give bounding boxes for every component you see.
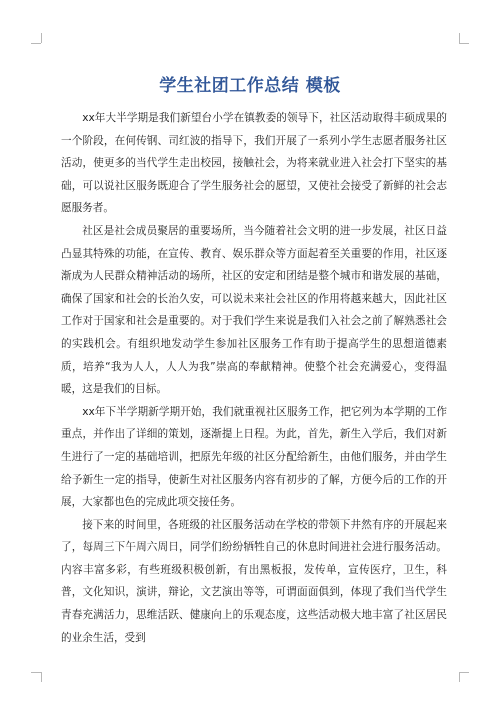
- crop-mark-bottom-left-v: [41, 672, 42, 682]
- paragraph: 接下来的时间里，各班级的社区服务活动在学校的带领下井然有序的开展起来了，每周三下午周六周日，同学们纷纷牺牲自己的休息时间进社会进行服务活动。内容丰富多彩，有些班级积极创新，有出黑板报，发传单，宣传医疗，卫生，科普，文化知识，演讲，辩论，文艺演出等等，可谓面面俱到，体现了我们当代学生青春充满活力，思维活跃、健康向上的乐观态度，这些活动极大地丰富了社区居民的业余生活，受到: [61, 518, 447, 644]
- paragraph: xx年大半学期是我们新望台小学在镇教委的领导下，社区活动取得丰硕成果的一个阶段，在何传钢、司红波的指导下，我们开展了一系列小学生志愿者服务社区活动，使更多的当代学生走出校园，接触社会，为将来就业进入社会打下坚实的基础，可以说社区服务既迎合了学生服务社会的愿望，又使社会接受了新鲜的社会志愿服务者。: [61, 112, 447, 215]
- crop-mark-bottom-left-h: [31, 672, 41, 673]
- crop-mark-top-right-h: [459, 43, 469, 44]
- paragraph: 社区是社会成员聚居的重要场所，当今随着社会文明的进一步发展，社区日益凸显其特殊的功能，在宣传、教育、娱乐群众等方面起着至关重要的作用，社区逐渐成为人民群众精神活动的场所，社区的安定和团结是整个城市和谐发展的基础，确保了国家和社会的长治久安，可以说未来社会社区的作用将越来越大，因此社区工作对于国家和社会是重要的。对于我们学生来说是我们入社会之前了解熟悉社会的实践机会。有组织地发动学生参加社区服务工作有助于提高学生的思想道德素质，培养“我为人人，人人为我”崇高的奉献精神。使整个社会充满爱心，变得温暖，这是我们的目标。: [61, 224, 447, 396]
- document-title: 学生社团工作总结 模板: [159, 76, 341, 97]
- crop-mark-bottom-right-v: [459, 672, 460, 682]
- crop-mark-top-left-h: [31, 43, 41, 44]
- crop-mark-bottom-right-h: [459, 672, 469, 673]
- crop-mark-top-left-v: [41, 33, 42, 43]
- crop-mark-top-right-v: [459, 33, 460, 43]
- document-body: [61, 107, 447, 649]
- paragraph: xx年下半学期新学期开始，我们就重视社区服务工作，把它列为本学期的工作重点，并作出了详细的策划，逐渐提上日程。为此，首先，新生入学后，我们对新生进行了一定的基础培训，把原先年级的社区分配给新生，由他们服务，并由学生给予新生一定的指导，使新生对社区服务内容有初步的了解，方便今后的工作的开展，大家都也色的完成此项交接任务。: [61, 405, 447, 509]
